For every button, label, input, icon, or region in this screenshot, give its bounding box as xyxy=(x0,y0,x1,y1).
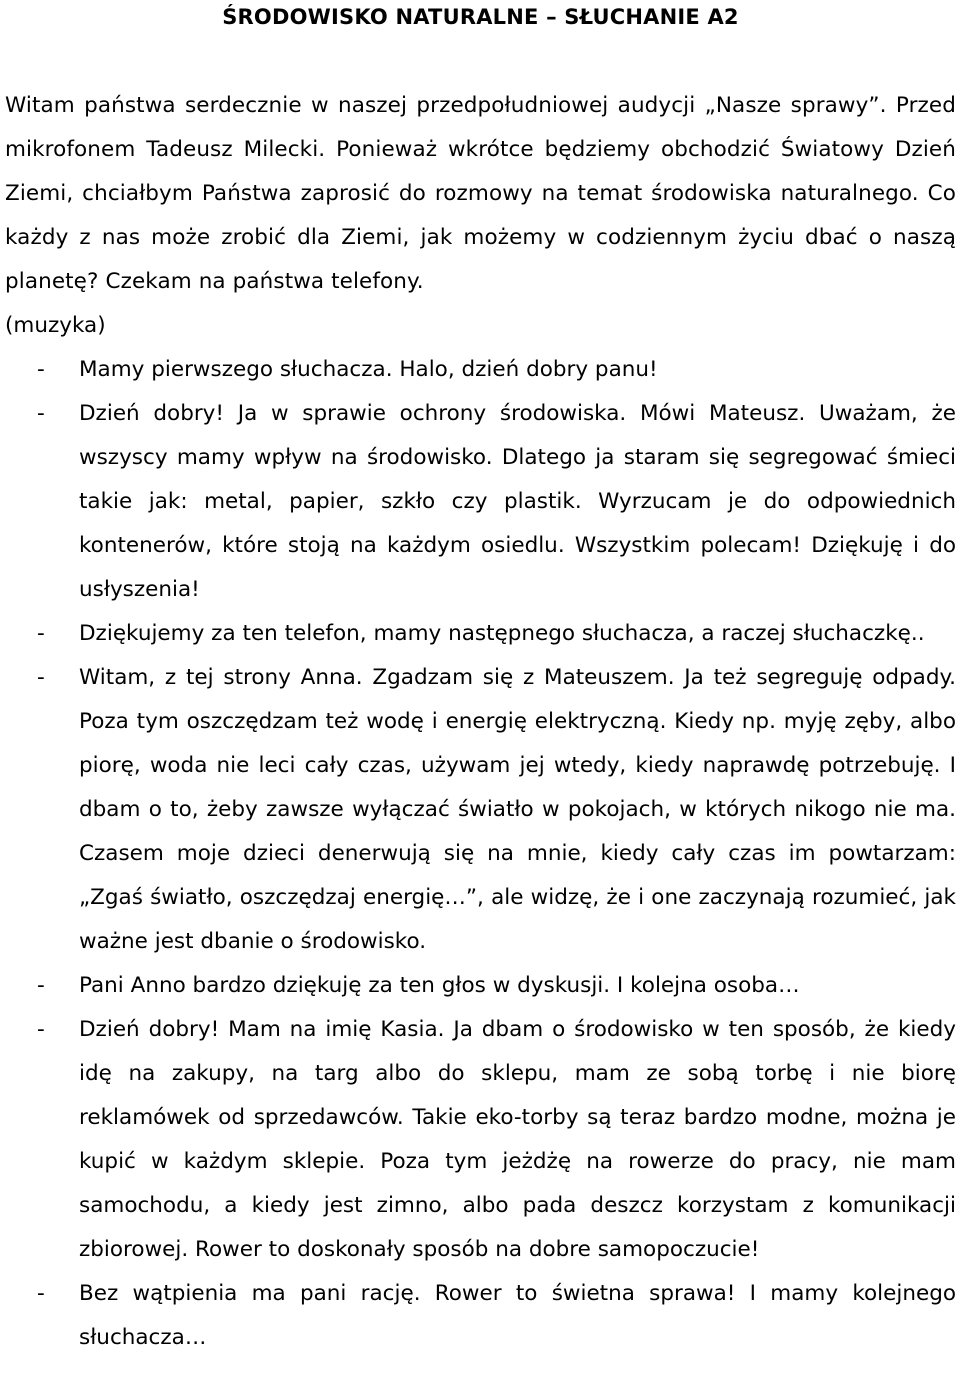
dash-marker: - xyxy=(37,665,45,690)
dash-marker: - xyxy=(37,973,45,998)
dialogue-text: Dziękujemy za ten telefon, mamy następnego słuchacza, a raczej słuchaczkę.. xyxy=(79,621,925,646)
dialogue-turn xyxy=(5,656,956,964)
dialogue-turn xyxy=(5,1272,956,1360)
dialogue-text: Pani Anno bardzo dziękuję za ten głos w dyskusji. I kolejna osoba… xyxy=(79,973,800,998)
dialogue-turn xyxy=(5,392,956,612)
dialogue-turn xyxy=(5,964,956,1008)
dash-marker: - xyxy=(37,1017,45,1042)
dash-marker: - xyxy=(37,357,45,382)
intro-paragraph: Witam państwa serdecznie w naszej przedpołudniowej audycji „Nasze sprawy”. Przed mikrofonem Tadeusz Milecki. Ponieważ wkrótce będziemy obchodzić Światowy Dzień Ziemi, chciałbym Państwa zaprosić do rozmowy na temat środowiska naturalnego. Co każdy z nas może zrobić dla Ziemi, jak możemy w codziennym życiu dbać o naszą planetę? Czekam na państwa telefony. xyxy=(5,93,956,294)
dialogue-turn xyxy=(5,1008,956,1272)
dialogue-turn xyxy=(5,612,956,656)
dialogue-text: Dzień dobry! Mam na imię Kasia. Ja dbam o środowisko w ten sposób, że kiedy idę na zakupy, na targ albo do sklepu, mam ze sobą torbę i nie biorę reklamówek od sprzedawców. Takie eko-torby są teraz bardzo modne, można je kupić w każdym sklepie. Poza tym jeżdżę na rowerze do pracy, nie mam samochodu, a kiedy jest zimno, albo pada deszcz korzystam z komunikacji zbiorowej. Rower to doskonały sposób na dobre samopoczucie! xyxy=(79,1017,956,1262)
dialogue-text: Dzień dobry! Ja w sprawie ochrony środowiska. Mówi Mateusz. Uważam, że wszyscy mamy wpływ na środowisko. Dlatego ja staram się segregować śmieci takie jak: metal, papier, szkło czy plastik. Wyrzucam je do odpowiednich kontenerów, które stoją na każdym osiedlu. Wszystkim polecam! Dziękuję i do usłyszenia! xyxy=(79,401,956,602)
dash-marker: - xyxy=(37,1281,45,1306)
dialogue-text: Bez wątpienia ma pani rację. Rower to świetna sprawa! I mamy kolejnego słuchacza… xyxy=(79,1281,956,1350)
document-title: ŚRODOWISKO NATURALNE – SŁUCHANIE A2 xyxy=(222,5,739,29)
stage-note: (muzyka) xyxy=(5,313,106,338)
dialogue-text: Witam, z tej strony Anna. Zgadzam się z Mateuszem. Ja też segreguję odpady. Poza tym oszczędzam też wodę i energię elektryczną. Kiedy np. myję zęby, albo piorę, woda nie leci cały czas, używam jej wtedy, kiedy naprawdę potrzebuję. I dbam o to, żeby zawsze wyłączać światło w pokojach, w których nikogo nie ma. Czasem moje dzieci denerwują się na mnie, kiedy cały czas im powtarzam: „Zgaś światło, oszczędzaj energię…”, ale widzę, że i one zaczynają rozumieć, jak ważne jest dbanie o środowisko. xyxy=(79,665,956,954)
dialogue-turn xyxy=(5,348,956,392)
dash-marker: - xyxy=(37,401,45,426)
dash-marker: - xyxy=(37,621,45,646)
dialogue-text: Mamy pierwszego słuchacza. Halo, dzień dobry panu! xyxy=(79,357,658,382)
dialogue-list xyxy=(5,348,956,1360)
